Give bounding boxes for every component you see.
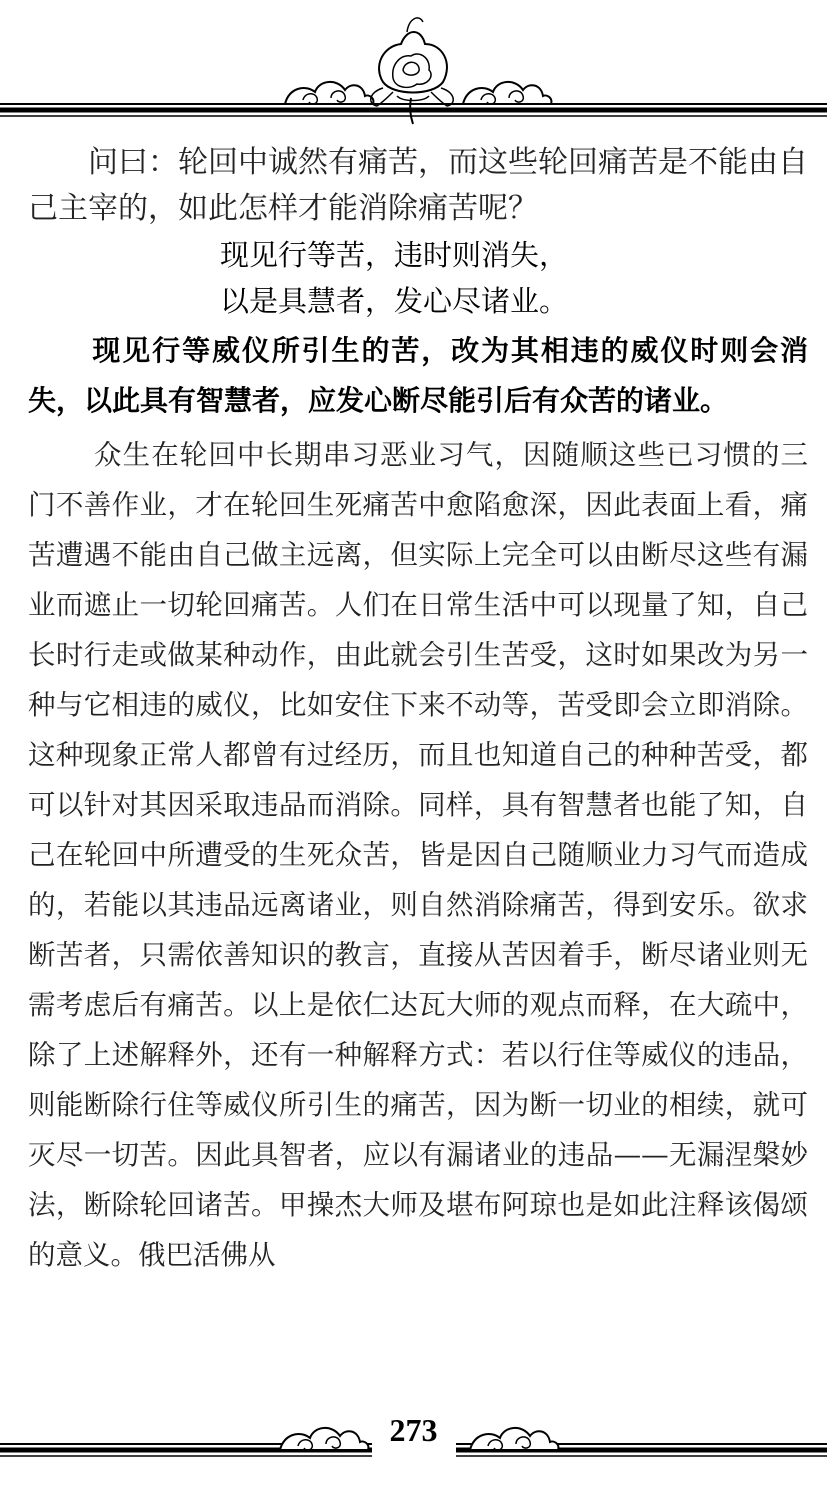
left-cloud-icon: [285, 82, 373, 104]
question-paragraph: 问曰：轮回中诚然有痛苦，而这些轮回痛苦是不能由自己主宰的，如此怎样才能消除痛苦呢？: [28, 145, 808, 226]
commentary-paragraph: 现见行等威仪所引生的苦，改为其相违的威仪时则会消失，以此具有智慧者，应发心断尽能引后有众苦的诸业。: [28, 334, 808, 417]
verse-block: [28, 232, 808, 324]
header-border-lines: [0, 104, 827, 116]
page-content: [28, 140, 808, 1280]
header-ornament: [0, 0, 827, 130]
page-number: 273: [389, 1412, 438, 1448]
explanation-paragraph: 众生在轮回中长期串习恶业习气，因随顺这些已习惯的三门不善作业，才在轮回生死痛苦中愈陷愈深，因此表面上看，痛苦遭遇不能由自己做主远离，但实际上完全可以由断尽这些有漏业而遮止一切轮回痛苦。人们在日常生活中可以现量了知，自己长时行走或做某种动作，由此就会引生苦受，这时如果改为另一种与它相违的威仪，比如安住下来不动等，苦受即会立即消除。这种现象正常人都曾有过经历，而且也知道自己的种种苦受，都可以针对其因采取违品而消除。同样，具有智慧者也能了知，自己在轮回中所遭受的生死众苦，皆是因自己随顺业力习气而造成的，若能以其违品远离诸业，则自然消除痛苦，得到安乐。欲求断苦者，只需依善知识的教言，直接从苦因着手，断尽诸业则无需考虑后有痛苦。以上是依仁达瓦大师的观点而释，在大疏中，除了上述解释外，还有一种解释方式：若以行住等威仪的违品，则能断除行住等威仪所引生的痛苦，因为断一切业的相续，就可灭尽一切苦。因此具智者，应以有漏诸业的违品——无漏涅槃妙法，断除轮回诸苦。甲操杰大师及堪布阿琼也是如此注释该偈颂的意义。俄巴活佛从: [28, 439, 808, 1271]
right-cloud-icon: [463, 82, 551, 104]
verse-line-1: 现见行等苦，违时则消失，: [220, 238, 569, 272]
verse-line-2: 以是具慧者，发心尽诸业。: [220, 284, 569, 318]
